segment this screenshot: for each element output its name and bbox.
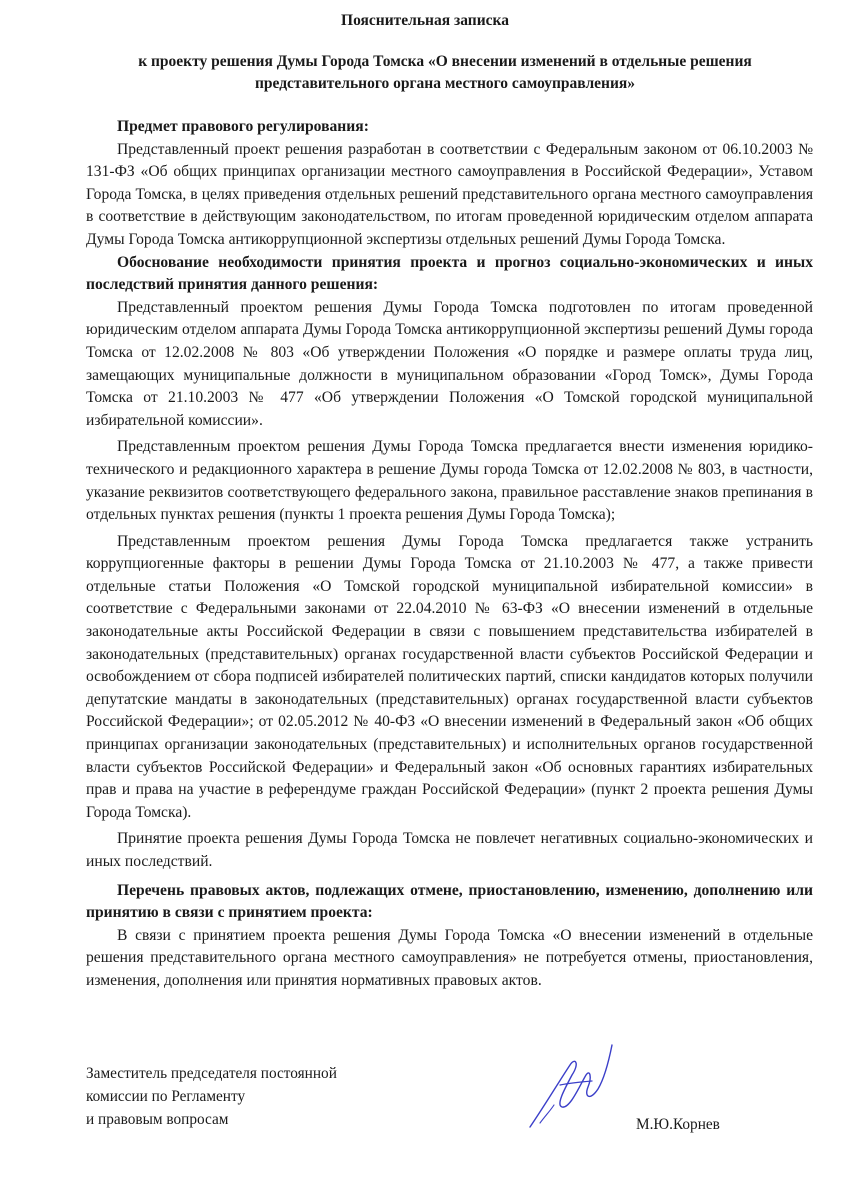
paragraph: В связи с принятием проекта решения Думы Города Томска «О внесении изменений в отдельные решения представительного органа местного самоуправления» не потребуется отмены, приостановления, изменения, дополнения или принятия нормативных правовых актов. (86, 926, 813, 989)
signatory-position-line-2: комиссии по Регламенту (86, 1088, 246, 1105)
section-heading-justification: Обоснование необходимости принятия проекта и прогноз социально-экономических и иных последствий принятия данного решения: (86, 253, 813, 294)
signatory-name: М.Ю.Корнев (636, 1116, 720, 1133)
paragraph: Представленный проект решения разработан в соответствии с Федеральным законом от 06.10.2003 № 131-ФЗ «Об общих принципах организации местного самоуправления в Российской Федерации», Уставом Города Томска, в целях приведения отдельных решений представительного органа местного самоуправления в соответствие в действующим законодательством, по итогам проведенной юридическим отделом аппарата Думы Города Томска антикоррупционной экспертизы отдельных решений Думы Города Томска. (86, 140, 813, 248)
section-heading-subject: Предмет правового регулирования: (117, 118, 369, 135)
signatory-position-line-3: и правовым вопросам (86, 1111, 229, 1128)
document-title: Пояснительная записка (341, 12, 509, 29)
paragraph: Принятие проекта решения Думы Города Томска не повлечет негативных социально-экономических и иных последствий. (86, 830, 813, 870)
document-subtitle: к проекту решения Думы Города Томска «О внесении изменений в отдельные решения представительного органа местного самоуправления» (138, 53, 752, 92)
document-body (86, 116, 813, 993)
paragraph: Представленный проектом решения Думы Города Томска подготовлен по итогам проведенной юридическим отделом аппарата Думы Города Томска антикоррупционной экспертизы решений Думы города Томска от 12.02.2008 № 803 «Об утверждении Положения «О порядке и размере оплаты труда лиц, замещающих муниципальные должности в муниципальном образовании «Город Томск», Думы Города Томска от 21.10.2003 № 477 «Об утверждении Положения «О Томской городской муниципальной избирательной комиссии». (86, 298, 813, 429)
signature-block (86, 1062, 337, 1131)
handwritten-signature-icon (520, 1035, 630, 1135)
paragraph: Представленным проектом решения Думы Города Томска предлагается внести изменения юридико-технического и редакционного характера в решение Думы города Томска от 12.02.2008 № 803, в частности, указание реквизитов соответствующего федерального закона, правильное расставление знаков препинания в отдельных пунктах решения (пункты 1 проекта решения Думы Города Томска); (86, 438, 813, 524)
section-heading-acts-list: Перечень правовых актов, подлежащих отмене, приостановлению, изменению, дополнению или принятию в связи с принятием проекта: (86, 881, 813, 922)
paragraph: Представленным проектом решения Думы Города Томска предлагается также устранить коррупциогенные факторы в решении Думы Города Томска от 21.10.2003 № 477, а также привести отдельные статьи Положения «О Томской городской муниципальной избирательной комиссии» в соответствие с Федеральными законами от 22.04.2010 № 63-ФЗ «О внесении изменений в отдельные законодательные акты Российской Федерации в связи с повышением представительства избирателей в законодательных (представительных) органах государственной власти субъектов Российской Федерации и освобождением от сбора подписей избирателей политических партий, списки кандидатов которых получили депутатские мандаты в законодательных (представительных) органах государственной власти субъектов Российской Федерации»; от 02.05.2012 № 40-ФЗ «О внесении изменений в Федеральный закон «Об общих принципах организации законодательных (представительных) и исполнительных органов государственной власти субъектов Российской Федерации» и Федеральный закон «Об основных гарантиях избирательных прав и права на участие в референдуме граждан Российской Федерации» (пункт 2 проекта решения Думы Города Томска). (86, 532, 813, 821)
signatory-position-line-1: Заместитель председателя постоянной (86, 1065, 337, 1082)
